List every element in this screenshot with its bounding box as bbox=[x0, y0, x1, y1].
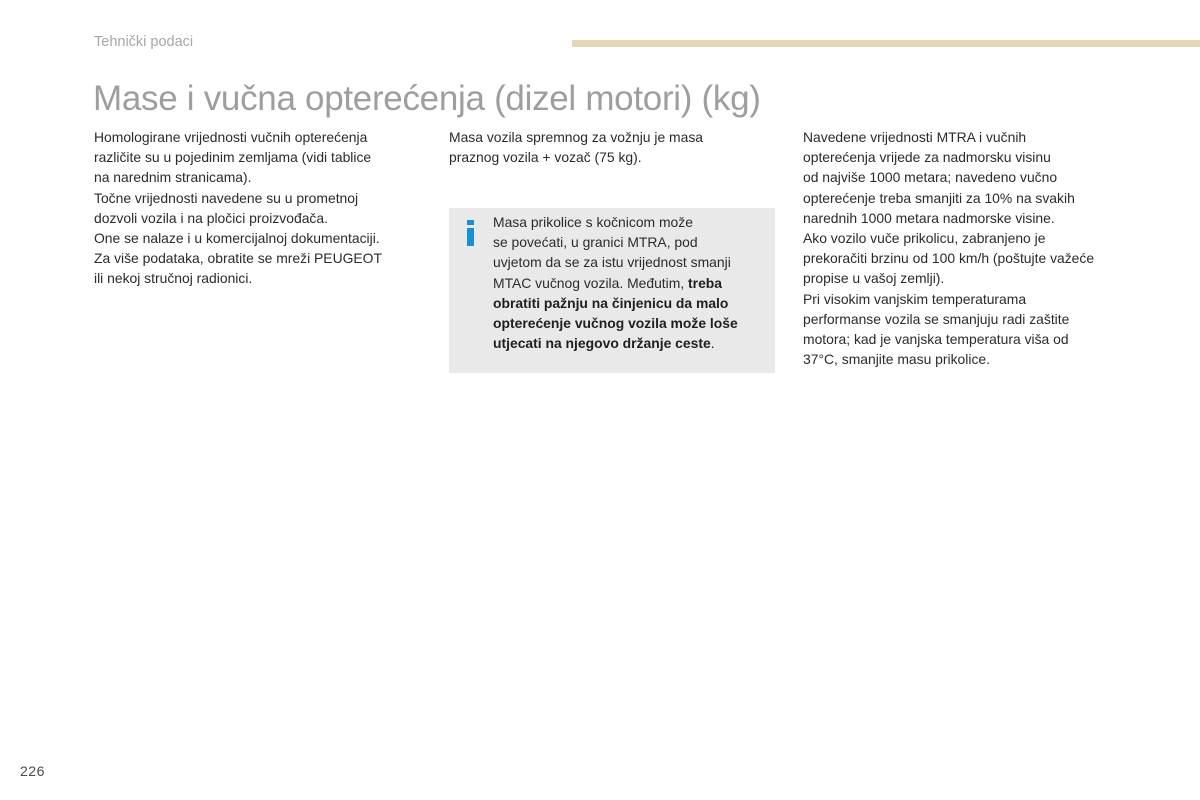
text-line: opterećenje treba smanjiti za 10% na svakih bbox=[803, 189, 1075, 206]
text-line: prekoračiti brzinu od 100 km/h (poštujte važeće bbox=[803, 250, 1095, 267]
text-line: od najviše 1000 metara; navedeno vučno bbox=[803, 169, 1058, 186]
text-line: Navedene vrijednosti MTRA i vučnih bbox=[803, 129, 1027, 145]
text-line: Točne vrijednosti navedene su u prometnoj bbox=[94, 189, 359, 206]
info-line: Masa prikolice s kočnicom može bbox=[493, 214, 693, 230]
text-line: Homologirane vrijednosti vučnih opterećenja bbox=[94, 129, 368, 145]
info-line: uvjetom da se za istu vrijednost smanji bbox=[493, 254, 731, 271]
text-column-2 bbox=[449, 127, 779, 167]
info-line: se povećati, u granici MTRA, pod bbox=[493, 234, 698, 251]
text-line: različite su u pojedinim zemljama (vidi tablice bbox=[94, 149, 372, 166]
text-line: na narednim stranicama). bbox=[94, 169, 252, 186]
section-label: Tehnički podaci bbox=[94, 34, 194, 50]
text-line: Pri visokim vanjskim temperaturama bbox=[803, 290, 1027, 307]
text-line: One se nalaze i u komercijalnoj dokumentaciji. bbox=[94, 230, 380, 247]
text-line: dozvoli vozila i na pločici proizvođača. bbox=[94, 209, 328, 226]
info-icon bbox=[465, 220, 476, 246]
info-line: MTAC vučnog vozila. Međutim, treba bbox=[493, 274, 723, 291]
text-line: 37°C, smanjite masu prikolice. bbox=[803, 351, 990, 368]
info-text bbox=[493, 212, 771, 353]
text-line: ili nekoj stručnoj radionici. bbox=[94, 270, 253, 287]
text-line: opterećenja vrijede za nadmorsku visinu bbox=[803, 149, 1051, 166]
info-box bbox=[449, 208, 775, 373]
header-accent-bar bbox=[572, 40, 1200, 47]
info-line: utjecati na njegovo držanje ceste. bbox=[493, 335, 715, 352]
page-number: 226 bbox=[20, 763, 45, 779]
text-column-3 bbox=[803, 127, 1148, 369]
text-line: performanse vozila se smanjuju radi zaštite bbox=[803, 310, 1070, 327]
text-line: Ako vozilo vuče prikolicu, zabranjeno je bbox=[803, 230, 1046, 247]
info-line: obratiti pažnju na činjenicu da malo bbox=[493, 294, 729, 311]
text-line: narednih 1000 metara nadmorske visine. bbox=[803, 209, 1055, 226]
text-line: propise u vašoj zemlji). bbox=[803, 270, 945, 287]
page-title: Mase i vučna opterećenja (dizel motori) (kg) bbox=[93, 79, 761, 118]
text-line: Za više podataka, obratite se mreži PEUGEOT bbox=[94, 250, 382, 267]
text-column-1 bbox=[94, 127, 429, 289]
text-line: Masa vozila spremnog za vožnju je masa bbox=[449, 129, 704, 145]
text-line: motora; kad je vanjska temperatura viša od bbox=[803, 331, 1069, 348]
text-line: praznog vozila + vozač (75 kg). bbox=[449, 149, 642, 166]
info-line: opterećenje vučnog vozila može loše bbox=[493, 315, 738, 332]
